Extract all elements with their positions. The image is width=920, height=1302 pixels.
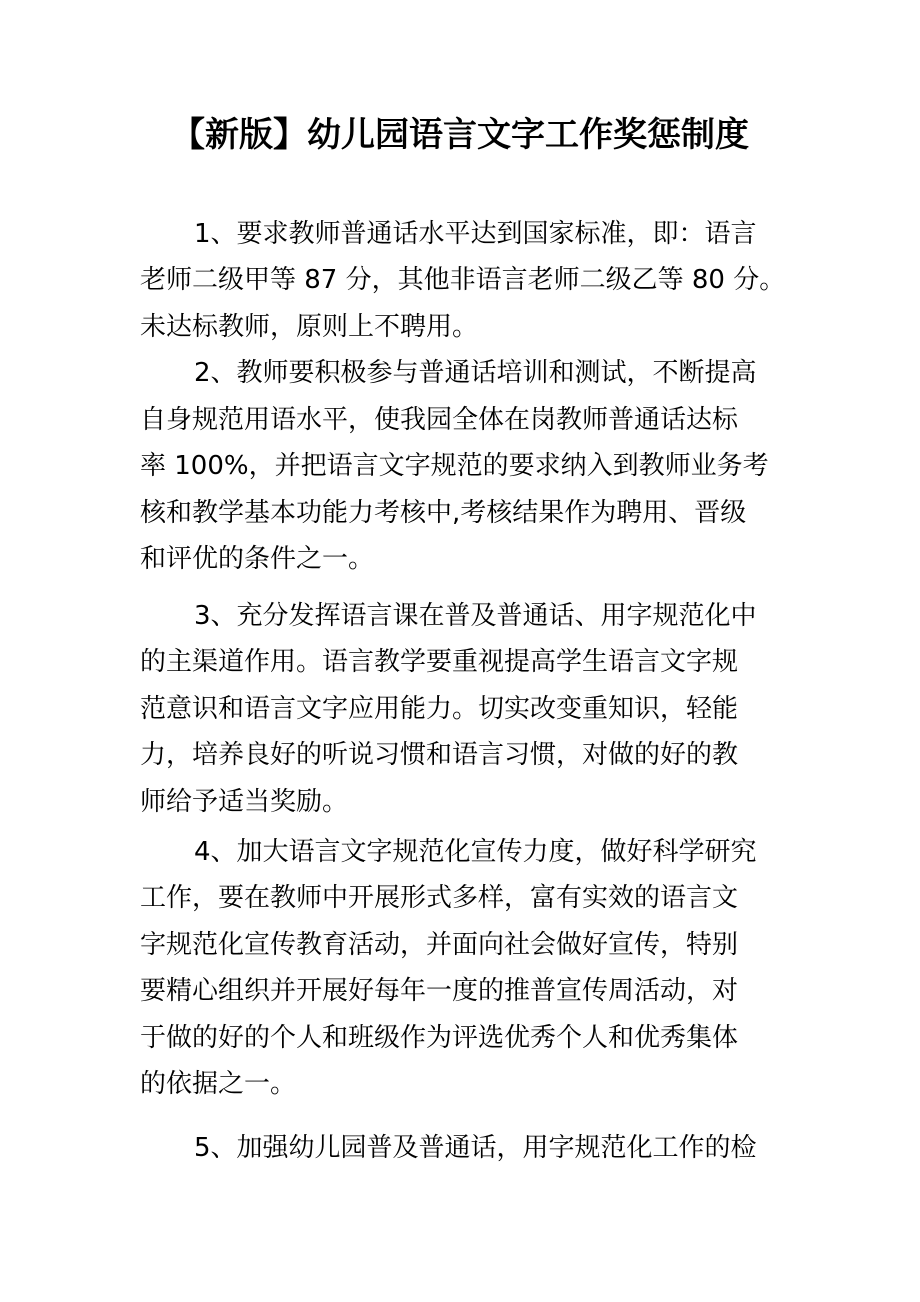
paragraph-4-line-5: 于做的好的个人和班级作为评选优秀个人和优秀集体 bbox=[140, 1023, 739, 1053]
paragraph-2-line-2: 自身规范用语水平，使我园全体在岗教师普通话达标 bbox=[140, 405, 739, 435]
paragraph-1-line-1: 1、要求教师普通话水平达到国家标准，即：语言 bbox=[194, 219, 757, 249]
paragraph-3-line-4: 力，培养良好的听说习惯和语言习惯，对做的好的教 bbox=[140, 740, 739, 770]
paragraph-3-line-1: 3、充分发挥语言课在普及普通话、用字规范化中 bbox=[194, 601, 757, 631]
paragraph-5-line-1: 5、加强幼儿园普及普通话，用字规范化工作的检 bbox=[194, 1133, 757, 1163]
paragraph-1-line-2: 老师二级甲等 87 分，其他非语言老师二级乙等 80 分。 bbox=[140, 265, 786, 295]
paragraph-4-line-4: 要精心组织并开展好每年一度的推普宣传周活动，对 bbox=[140, 976, 739, 1006]
paragraph-3-line-3: 范意识和语言文字应用能力。切实改变重知识，轻能 bbox=[140, 694, 739, 724]
paragraph-3-line-5: 师给予适当奖励。 bbox=[140, 787, 349, 817]
paragraph-2-line-5: 和评优的条件之一。 bbox=[140, 544, 375, 574]
document-title: 【新版】幼儿园语言文字工作奖惩制度 bbox=[171, 115, 749, 155]
paragraph-3-line-2: 的主渠道作用。语言教学要重视提高学生语言文字规 bbox=[140, 647, 739, 677]
paragraph-2-line-1: 2、教师要积极参与普通话培训和测试，不断提高 bbox=[194, 358, 757, 388]
paragraph-4-line-1: 4、加大语言文字规范化宣传力度，做好科学研究 bbox=[194, 837, 757, 867]
paragraph-1-line-3: 未达标教师，原则上不聘用。 bbox=[140, 312, 479, 342]
paragraph-4-line-6: 的依据之一。 bbox=[140, 1069, 297, 1099]
paragraph-4-line-3: 字规范化宣传教育活动，并面向社会做好宣传，特别 bbox=[140, 930, 739, 960]
paragraph-2-line-3: 率 100%，并把语言文字规范的要求纳入到教师业务考 bbox=[140, 451, 769, 481]
paragraph-2-line-4: 核和教学基本功能力考核中,考核结果作为聘用、晋级 bbox=[140, 498, 747, 528]
paragraph-4-line-2: 工作，要在教师中开展形式多样，富有实效的语言文 bbox=[140, 883, 739, 913]
